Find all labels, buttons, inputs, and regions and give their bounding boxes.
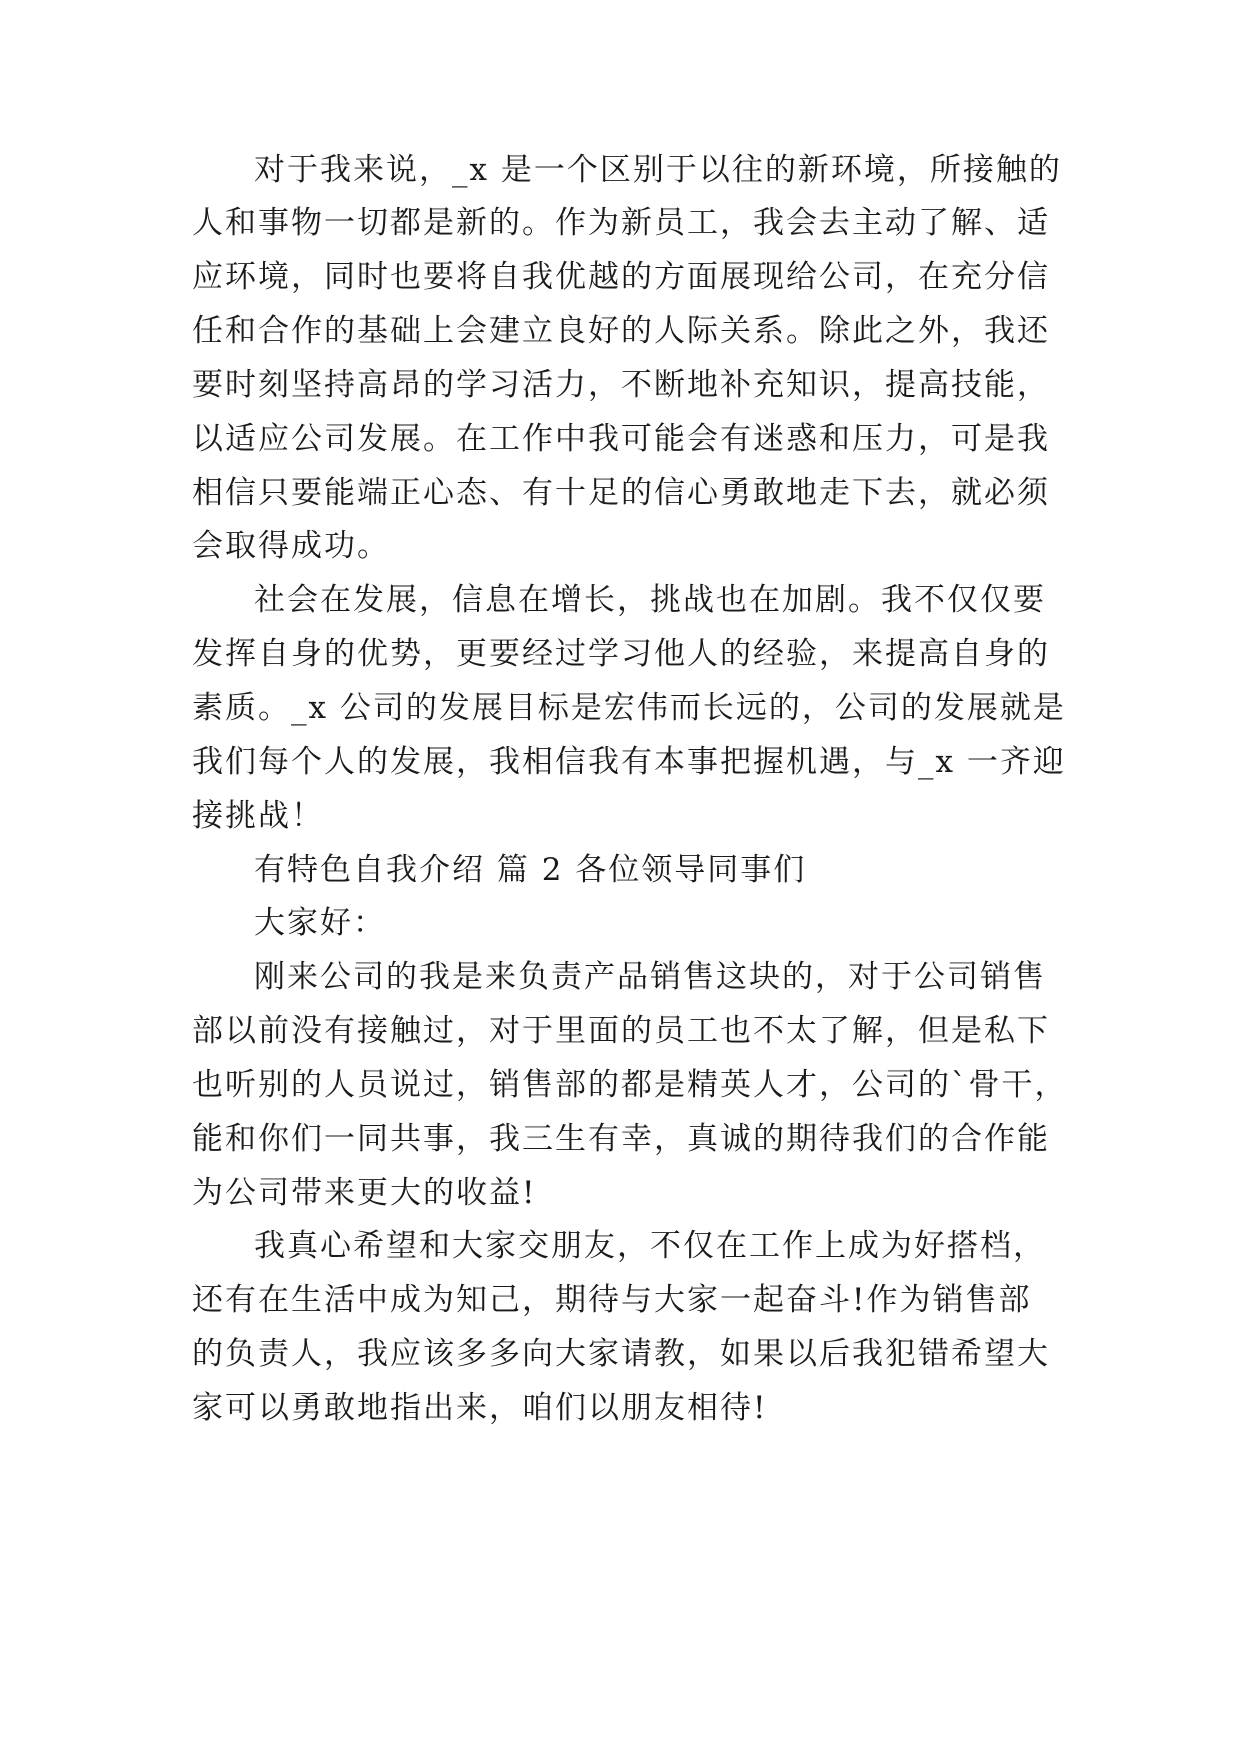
paragraph-2-line-3: 素质。_x 公司的发展目标是宏伟而长远的，公司的发展就是 xyxy=(192,690,1066,726)
paragraph-2-line-2: 发挥自身的优势，更要经过学习他人的经验，来提高自身的 xyxy=(192,636,1050,672)
paragraph-1-line-2: 人和事物一切都是新的。作为新员工，我会去主动了解、适 xyxy=(192,205,1050,241)
paragraph-1-line-5: 要时刻坚持高昂的学习活力，不断地补充知识，提高技能， xyxy=(192,367,1050,403)
paragraph-1-line-3: 应环境，同时也要将自我优越的方面展现给公司，在充分信 xyxy=(192,259,1050,295)
paragraph-3-line-4: 能和你们一同共事，我三生有幸，真诚的期待我们的合作能 xyxy=(192,1121,1050,1157)
paragraph-4-line-4: 家可以勇敢地指出来，咱们以朋友相待! xyxy=(192,1390,768,1426)
paragraph-3-line-3: 也听别的人员说过，销售部的都是精英人才，公司的`骨干， xyxy=(192,1067,1068,1103)
paragraph-4-line-3: 的负责人，我应该多多向大家请教，如果以后我犯错希望大 xyxy=(192,1336,1050,1372)
paragraph-4-line-2: 还有在生活中成为知己，期待与大家一起奋斗!作为销售部 xyxy=(192,1282,1032,1318)
paragraph-4-line-1: 我真心希望和大家交朋友，不仅在工作上成为好搭档， xyxy=(254,1228,1046,1264)
paragraph-3-line-5: 为公司带来更大的收益! xyxy=(192,1175,537,1211)
paragraph-2-line-1: 社会在发展，信息在增长，挑战也在加剧。我不仅仅要 xyxy=(254,582,1046,618)
paragraph-1-line-4: 任和合作的基础上会建立良好的人际关系。除此之外，我还 xyxy=(192,313,1050,349)
paragraph-1-line-1: 对于我来说，_x 是一个区别于以往的新环境，所接触的 xyxy=(254,152,1062,188)
paragraph-2-line-4: 我们每个人的发展，我相信我有本事把握机遇，与_x 一齐迎 xyxy=(192,744,1066,780)
paragraph-1-line-7: 相信只要能端正心态、有十足的信心勇敢地走下去，就必须 xyxy=(192,475,1050,511)
paragraph-3-line-2: 部以前没有接触过，对于里面的员工也不太了解，但是私下 xyxy=(192,1013,1050,1049)
section-heading: 有特色自我介绍 篇 2 各位领导同事们 xyxy=(254,852,807,888)
paragraph-2-line-5: 接挑战！ xyxy=(192,798,324,834)
paragraph-3-line-1: 刚来公司的我是来负责产品销售这块的，对于公司销售 xyxy=(254,959,1046,995)
paragraph-1-line-6: 以适应公司发展。在工作中我可能会有迷惑和压力，可是我 xyxy=(192,421,1050,457)
greeting: 大家好： xyxy=(254,905,386,941)
paragraph-1-line-8: 会取得成功。 xyxy=(192,528,390,564)
